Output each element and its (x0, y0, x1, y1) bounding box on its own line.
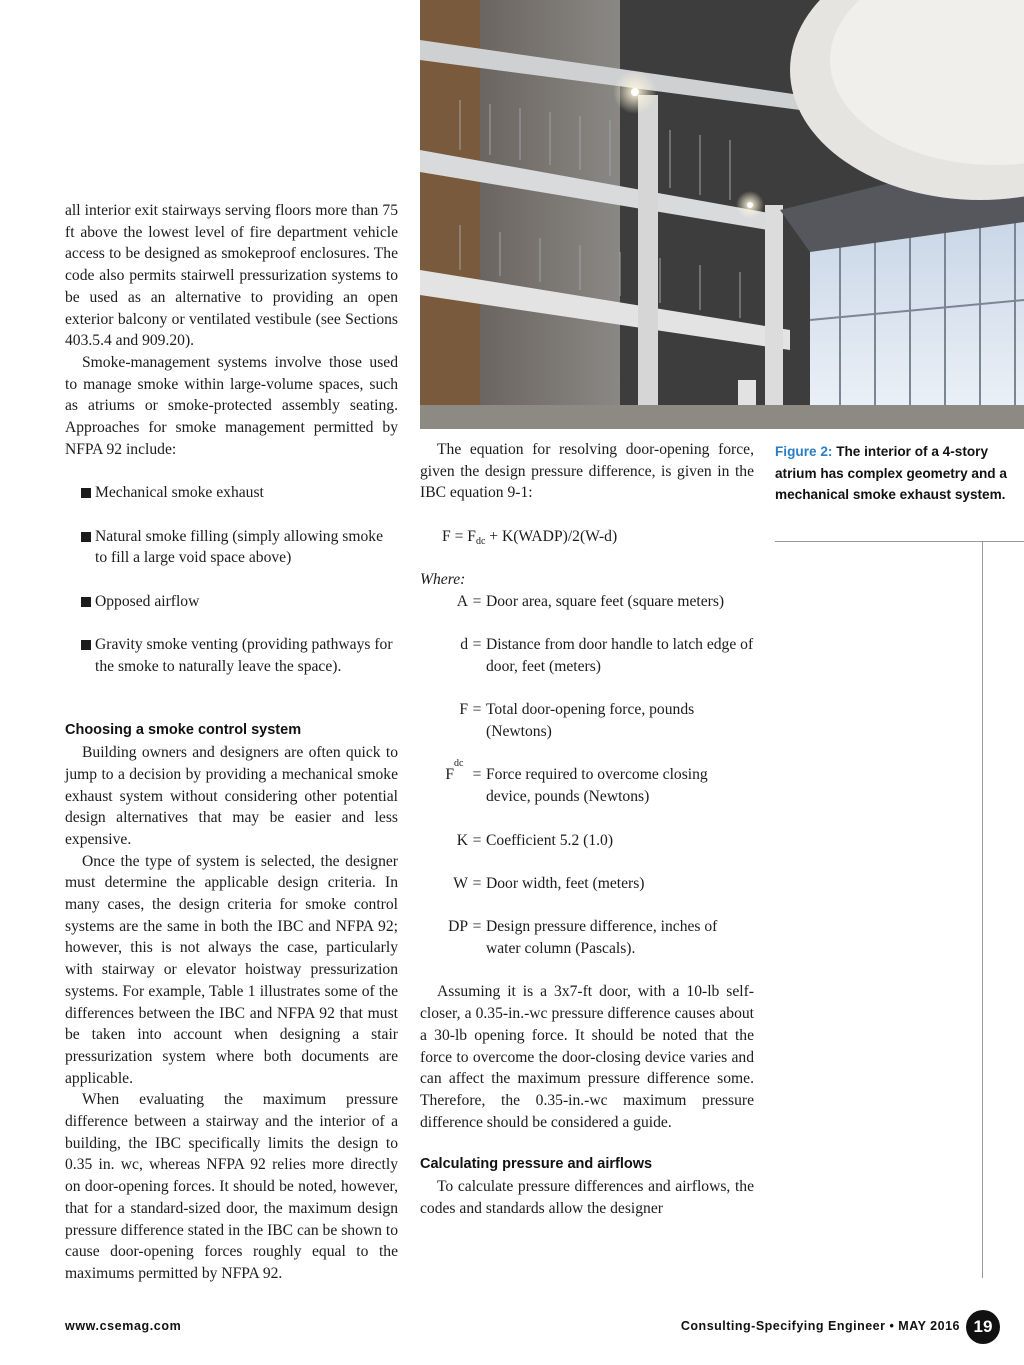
definitions-list (420, 591, 754, 960)
equals-sign: = (472, 874, 482, 892)
definition-item (420, 699, 754, 742)
bullet-square-icon (81, 640, 91, 650)
equation: $F = F_{dc}$ + K(WADP)/2(W-d) (442, 527, 618, 547)
page-number: 19 (966, 1310, 1000, 1344)
paragraph: Smoke-management systems involve those used to manage smoke within large-volume spaces, such as atriums or smoke-protected assembly seating. Approaches for smoke management permitted by NFPA 92 include: (65, 353, 398, 458)
definition-text: Total door-opening force, pounds (Newtons) (486, 701, 695, 741)
caption-text: The interior of a 4-story atrium has complex geometry and a mechanical smoke exhaust system. (775, 444, 1007, 502)
equals-sign: = (472, 636, 482, 654)
where-label: Where: (420, 571, 466, 589)
definition-symbol: DP (448, 918, 468, 936)
atrium-photo (420, 0, 1024, 429)
equals-sign: = (472, 831, 482, 849)
list-item: Opposed airflow (65, 591, 398, 613)
list-item: Gravity smoke venting (providing pathways for the smoke to naturally leave the space). (65, 634, 398, 677)
column-rule (982, 541, 983, 1278)
paragraph: Once the type of system is selected, the designer must determine the applicable design criteria. In many cases, the design criteria for smoke control systems are the same in both the IBC and NFPA 92; however, this is not always the case, particularly with stairway or elevator hoistway pressurization systems. For example, Table 1 illustrates some of the differences between the IBC and NFPA 92 that must be taken into account when designing a stair pressurization system where both documents are applicable. (65, 852, 398, 1087)
definition-symbol: K (456, 831, 468, 849)
text-column-middle (420, 439, 754, 1219)
bullet-square-icon (81, 532, 91, 542)
bullet-square-icon (81, 597, 91, 607)
definition-text: Design pressure difference, inches of water column (Pascals). (486, 918, 718, 958)
footer-magazine: Consulting-Specifying Engineer • MAY 2016 (680, 1319, 960, 1333)
caption-divider (775, 541, 1024, 542)
list-item: Natural smoke filling (simply allowing smoke to fill a large void space above) (65, 526, 398, 569)
definition-text: Door width, feet (meters) (486, 874, 645, 892)
definition-item (420, 591, 754, 613)
definition-symbol: d (460, 636, 468, 654)
paragraph: When evaluating the maximum pressure difference between a stairway and the interior of a building, the IBC specifically limits the design to 0.35 in. wc, whereas NFPA 92 relies more directly on door-opening forces. It should be noted, however, that for a standard-sized door, the maximum design pressure difference stated in the IBC can be shown to cause door-opening forces roughly equal to the maximums permitted by NFPA 92. (65, 1091, 398, 1282)
definition-item (420, 830, 754, 852)
definition-item (420, 758, 754, 807)
definition-symbol: W (453, 874, 468, 892)
atrium-illustration (420, 0, 1024, 429)
definition-text: Force required to overcome closing device, pounds (Newtons) (486, 766, 708, 806)
figure-caption (775, 441, 1020, 506)
section-heading: Calculating pressure and airflows (420, 1156, 653, 1173)
paragraph: To calculate pressure differences and airflows, the codes and standards allow the designer (420, 1178, 754, 1217)
definition-item (420, 916, 754, 959)
definition-text: Coefficient 5.2 (1.0) (486, 831, 614, 849)
equals-sign: = (472, 592, 482, 610)
paragraph: Assuming it is a 3x7-ft door, with a 10-lb self-closer, a 0.35-in.-wc pressure difference causes about a 30-lb opening force. It should be noted that the force to overcome the door-closing device varies and can affect the maximum pressure difference some. Therefore, the 0.35-in.-wc maximum pressure difference should be considered a guide. (420, 983, 754, 1131)
definition-symbol: A (456, 592, 468, 610)
bullet-square-icon (81, 488, 91, 498)
figure-label: Figure 2: (775, 444, 833, 459)
list-item: Mechanical smoke exhaust (65, 482, 398, 504)
definition-subscript: dc (454, 758, 464, 770)
definition-text: Distance from door handle to latch edge of door, feet (meters) (486, 636, 754, 675)
equals-sign: = (472, 766, 482, 784)
equals-sign: = (472, 701, 482, 719)
definition-symbol: F (459, 701, 468, 719)
definition-item (420, 634, 754, 677)
text-column-left (65, 200, 398, 1285)
paragraph: all interior exit stairways serving floors more than 75 ft above the lowest level of fire department vehicle access to be designed as smokeproof enclosures. The code also permits stairwell pressurization systems to be used as an alternative to providing an open exterior balcony or ventilated vestibule (see Sections 403.5.4 and 909.20). (65, 202, 398, 350)
definition-symbol: F (445, 766, 454, 784)
equals-sign: = (472, 918, 482, 936)
paragraph: Building owners and designers are often quick to jump to a decision by providing a mechanical smoke exhaust system without considering other potential design alternatives that may be easier and less expensive. (65, 744, 398, 848)
paragraph: The equation for resolving door-opening force, given the design pressure difference, is given in the IBC equation 9-1: (420, 441, 754, 502)
footer-url: www.csemag.com (65, 1319, 182, 1333)
section-heading: Choosing a smoke control system (65, 722, 302, 739)
definition-item (420, 873, 754, 895)
definition-text: Door area, square feet (square meters) (486, 592, 725, 610)
approaches-list (65, 482, 398, 677)
